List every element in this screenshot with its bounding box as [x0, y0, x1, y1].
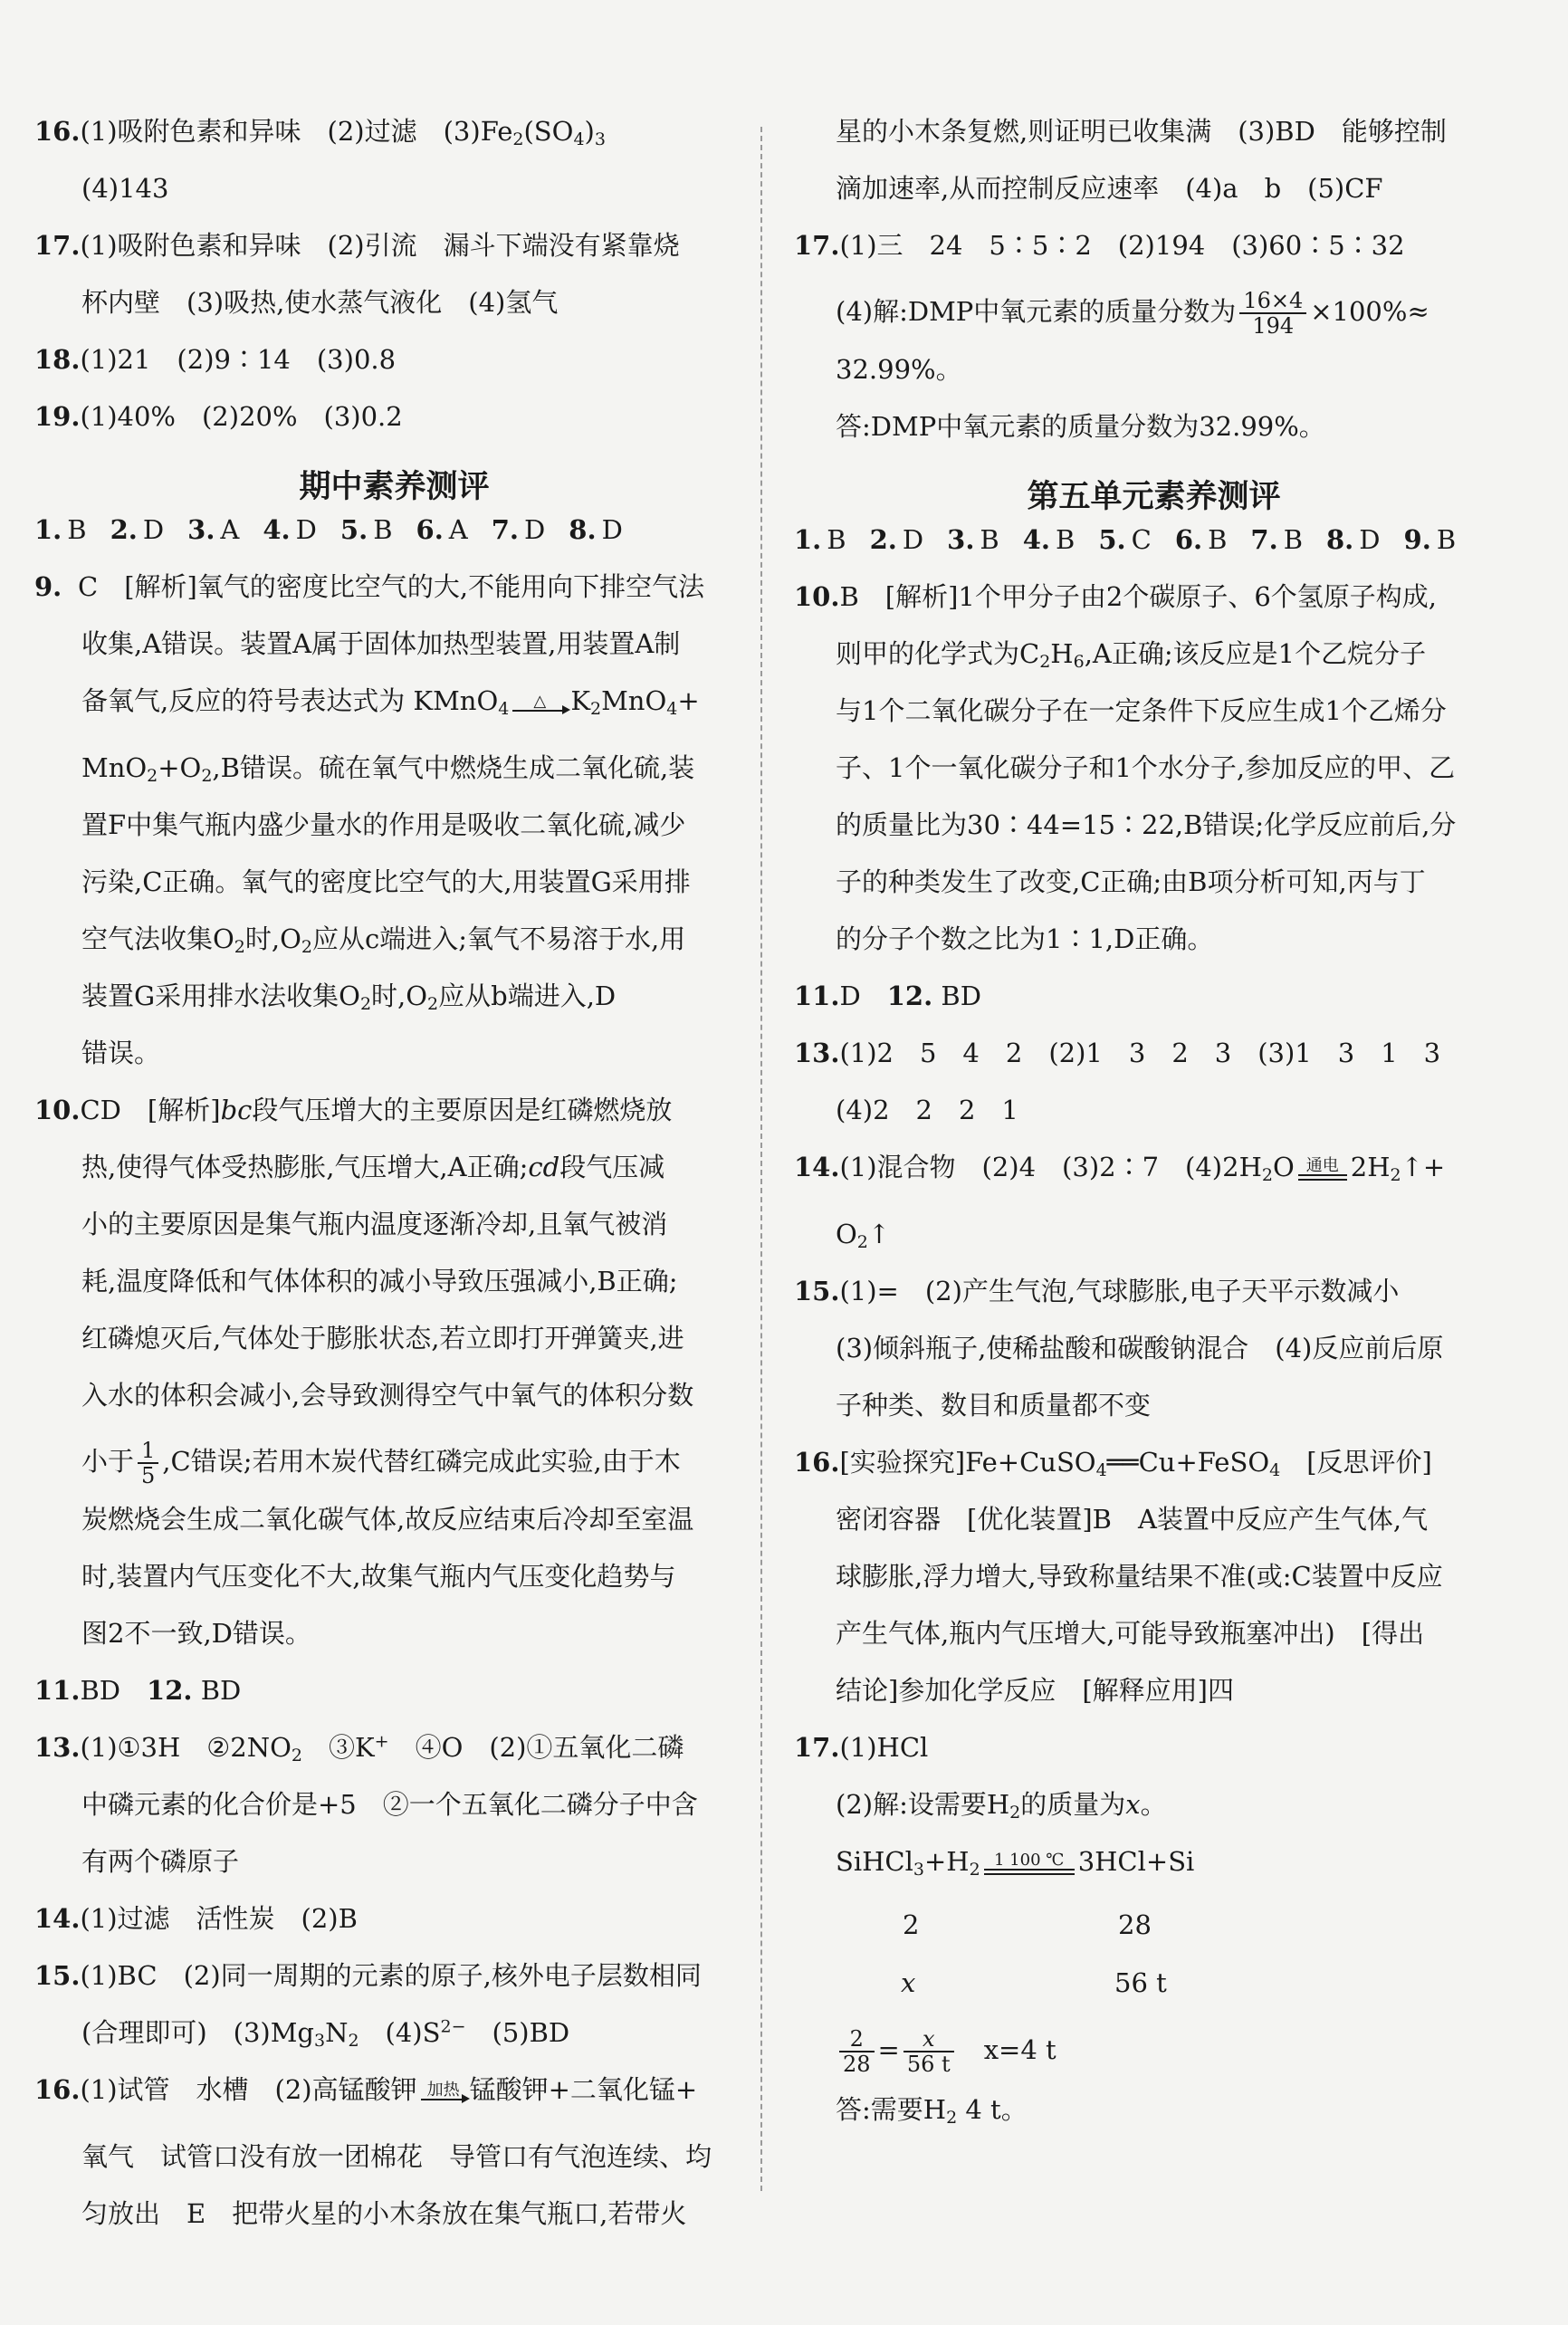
subscript: 3 [313, 2031, 326, 2051]
reaction-equals [1298, 1155, 1347, 1181]
q18-line [34, 346, 754, 403]
subscript: 2 [359, 994, 372, 1014]
ratio-row-1 [794, 1911, 1514, 1969]
answer-choice: BD [80, 1675, 121, 1706]
mc-question-number: 9. [1403, 524, 1431, 555]
q15-line3 [794, 1392, 1514, 1449]
answer-text: 球膨胀,浮力增大,导致称量结果不准(或:C装置中反应 [836, 1561, 1443, 1592]
answer-text: (1)BC (2)同一周期的元素的原子,核外电子层数相同 [80, 1960, 702, 1991]
q17-line4 [794, 413, 1514, 470]
mc-question-number: 7. [491, 514, 520, 545]
subscript: 2 [234, 937, 245, 957]
answer-text: 滴加速率,从而控制反应速率 (4)a b (5)CF [836, 173, 1383, 204]
subscript: 2 [856, 1232, 868, 1252]
subscript: 4 [666, 699, 678, 719]
answer-text: 错误。 [81, 1038, 161, 1068]
answer-text: (2)解:设需要H [836, 1789, 1010, 1820]
q10-line6 [794, 868, 1514, 925]
answer-text: 。 [1140, 1789, 1167, 1820]
answer-choice: B [839, 581, 859, 612]
mc-question-number: 2. [110, 514, 138, 545]
answer-text: (1)过滤 活性炭 (2)B [80, 1903, 358, 1934]
answer-text: 答:需要H [836, 2094, 947, 2125]
reaction-equals [984, 1852, 1075, 1875]
proportion [794, 2027, 1514, 2096]
answer-choice: D [839, 981, 861, 1011]
answer-text: 中磷元素的化合价是+5 ②一个五氧化二磷分子中含 [81, 1789, 698, 1820]
superscript: 2− [440, 2016, 466, 2037]
question-number: 17. [794, 1732, 840, 1763]
answer-text: (1)①3H ②2NO [80, 1732, 292, 1763]
q9-line9 [34, 1039, 754, 1096]
right-column [794, 118, 1514, 2153]
subscript: 4 [573, 129, 585, 149]
q16-line4 [794, 1620, 1514, 1677]
subscript: 2 [512, 129, 524, 149]
fraction-denominator: 5 [141, 1463, 156, 1488]
fraction-numerator: 2 [839, 2027, 875, 2052]
subscript: 2 [301, 937, 312, 957]
answer-text: 段气压增大的主要原因是红磷燃烧放 [252, 1095, 673, 1125]
q17b-line1 [794, 1734, 1514, 1791]
answer-text: 产生气体,瓶内气压增大,可能导致瓶塞冲出) [得出 [836, 1618, 1425, 1649]
subscript: 4 [498, 699, 510, 719]
question-number: 16. [34, 116, 81, 147]
q17b-line2 [794, 1791, 1514, 1848]
subscript: 2 [147, 766, 158, 786]
answer-text: K [570, 685, 591, 716]
equals-line [1298, 1174, 1347, 1181]
answer-text: O [1272, 1152, 1295, 1182]
q10-line4 [34, 1268, 754, 1325]
q16-line3 [794, 1563, 1514, 1620]
q17-line2 [34, 289, 754, 346]
q17-line3 [794, 356, 1514, 413]
mc-answer: B [1283, 524, 1303, 555]
q17-line2 [794, 289, 1514, 356]
mc-answer: B [980, 524, 999, 555]
answer-text: 置F中集气瓶内盛少量水的作用是吸收二氧化硫,减少 [81, 809, 686, 840]
answer-text: 的质量比为30∶44=15∶22,B错误;化学反应前后,分 [836, 809, 1457, 840]
answer-text: 杯内壁 (3)吸热,使水蒸气液化 (4)氢气 [81, 287, 559, 318]
answer-text: H [1050, 638, 1074, 669]
q10-line9 [34, 1563, 754, 1620]
question-number: 17. [794, 230, 840, 261]
q16-line2 [794, 1506, 1514, 1563]
mc-question-number: 8. [569, 514, 597, 545]
q9-line4 [34, 754, 754, 811]
mc-answer: D [601, 514, 623, 545]
answer-text: 装置G采用排水法收集O [81, 981, 360, 1011]
answer-text: 子的种类发生了改变,C正确;由B项分析可知,丙与丁 [836, 866, 1426, 897]
answer-text: 与1个二氧化碳分子在一定条件下反应生成1个乙烯分 [836, 695, 1447, 726]
answer-text: (合理即可) (3)Mg [81, 2017, 314, 2048]
mc-answer: D [1359, 524, 1381, 555]
question-number: 15. [794, 1276, 840, 1306]
subscript: 2 [1009, 1803, 1021, 1823]
subscript: 2 [427, 994, 439, 1014]
q9-line7 [34, 925, 754, 982]
answer-text: ══Cu+FeSO [1106, 1447, 1270, 1478]
mc-answer: B [67, 514, 87, 545]
subscript: 2 [969, 1860, 980, 1880]
answer-text: (1)2 5 4 2 (2)1 3 2 3 (3)1 3 1 3 [839, 1038, 1441, 1068]
mc-answer: A [220, 514, 240, 545]
answer-text: (4)S [359, 2017, 441, 2048]
answer-text: N [325, 2017, 349, 2048]
q14-line [34, 1905, 754, 1962]
answer-text: 备氧气,反应的符号表达式为 KMnO [81, 685, 499, 716]
answer-text: 子、1个一氧化碳分子和1个水分子,参加反应的甲、乙 [836, 752, 1456, 783]
q9-line3 [34, 687, 754, 754]
question-number: 10. [34, 1095, 81, 1125]
q16b-line1 [34, 2076, 754, 2143]
mc-question-number: 4. [263, 514, 291, 545]
answer-text: 锰酸钾+二氧化锰+ [469, 2074, 698, 2105]
answer-text: 1个甲分子由2个碳原子、6个氢原子构成, [958, 581, 1437, 612]
q15-line1 [34, 1962, 754, 2019]
section-title-unit5: 第五单元素养测评 [1027, 479, 1281, 515]
q10-line1 [794, 583, 1514, 640]
q16-line1 [794, 1449, 1514, 1506]
q10-line7 [34, 1439, 754, 1506]
answer-text: (1)HCl [839, 1732, 929, 1763]
answer-text: 2H [1350, 1152, 1391, 1182]
q17b-answer [794, 2096, 1514, 2153]
fraction-denominator: 28 [843, 2052, 871, 2077]
answer-text: (1)40% (2)20% (3)0.2 [80, 401, 403, 432]
q16b-cont-line2 [794, 175, 1514, 232]
question-number: 13. [34, 1732, 81, 1763]
answer-text: (1)三 24 5∶5∶2 (2)194 (3)60∶5∶32 [839, 230, 1405, 261]
q15-line2 [794, 1335, 1514, 1392]
answer-text: +H [924, 1846, 970, 1877]
mc-answer: D [524, 514, 546, 545]
answer-text: (1)吸附色素和异味 (2)引流 漏斗下端没有紧靠烧 [80, 230, 680, 261]
mc-question-number: 2. [869, 524, 897, 555]
equals-line [984, 1869, 1075, 1875]
subscript: 3 [913, 1860, 924, 1880]
answer-text: SiHCl [836, 1846, 913, 1877]
arrow-line [512, 710, 567, 712]
question-number: 11. [794, 981, 840, 1011]
mc-answer: D [902, 524, 924, 555]
answer-text: 密闭容器 [优化装置]B A装置中反应产生气体,气 [836, 1504, 1429, 1535]
q10-line2 [794, 640, 1514, 697]
mc-answer: C [1131, 524, 1152, 555]
q15-line2 [34, 2016, 754, 2076]
answer-text: 则甲的化学式为C [836, 638, 1040, 669]
ratio-variable: x [901, 1967, 916, 1998]
result-text: x=4 t [983, 2034, 1056, 2065]
question-number: 16. [34, 2074, 81, 2105]
answer-text: O [836, 1219, 857, 1249]
answer-text: 炭燃烧会生成二氧化碳气体,故反应结束后冷却至室温 [81, 1504, 694, 1535]
question-number: 14. [794, 1152, 840, 1182]
q10-line4 [794, 754, 1514, 811]
q17-line1 [34, 232, 754, 289]
q16-line5 [794, 1677, 1514, 1734]
answer-text: 有两个磷原子 [81, 1846, 240, 1877]
answer-text: 的分子个数之比为1∶1,D正确。 [836, 923, 1214, 954]
reaction-arrow [421, 2082, 466, 2100]
subscript: 2 [590, 699, 602, 719]
q13-line1 [34, 1731, 754, 1791]
question-number: 17. [34, 230, 81, 261]
q16b-cont-line1 [794, 118, 1514, 175]
mc-question-number: 5. [339, 514, 368, 545]
q14-line1 [794, 1153, 1514, 1220]
q16-line2 [34, 175, 754, 232]
question-number: 18. [34, 344, 81, 375]
answer-text: 氧气的密度比空气的大,不能用向下排空气法 [196, 571, 705, 602]
answer-text: (SO [523, 116, 574, 147]
mc-question-number: 1. [794, 524, 822, 555]
q14-line2 [794, 1220, 1514, 1277]
q10-line10 [34, 1620, 754, 1677]
answer-text: 4 t。 [957, 2094, 1028, 2125]
answer-text: ③K [301, 1732, 375, 1763]
mc-question-number: 6. [1174, 524, 1203, 555]
mc-answer: A [448, 514, 468, 545]
q10-line1 [34, 1096, 754, 1153]
q10-line5 [794, 811, 1514, 868]
mc-question-number: 5. [1098, 524, 1126, 555]
answer-choice: BD [200, 1675, 242, 1706]
answer-text: (4)143 [81, 173, 169, 204]
mc-question-number: 6. [416, 514, 444, 545]
q13-line2 [794, 1096, 1514, 1153]
answer-text: 星的小木条复燃,则证明已收集满 (3)BD 能够控制 [836, 116, 1447, 147]
q13-line3 [34, 1848, 754, 1905]
mc-question-number: 7. [1250, 524, 1278, 555]
fraction-numerator: x [904, 2027, 954, 2052]
question-number: 12. [147, 1675, 193, 1706]
q10-line2 [34, 1153, 754, 1210]
fraction-numerator: 16×4 [1239, 289, 1306, 314]
answer-text: 结论]参加化学反应 [解释应用]四 [836, 1675, 1234, 1706]
answer-text: 空气法收集O [81, 923, 234, 954]
answer-text: 子种类、数目和质量都不变 [836, 1390, 1152, 1421]
answer-text: 小于 [81, 1446, 135, 1477]
subscript: 3 [594, 129, 606, 149]
subscript: 6 [1073, 652, 1085, 672]
mc-answer: B [1436, 524, 1457, 555]
answer-text: ×100%≈ [1310, 296, 1429, 327]
answer-text: ↑ [867, 1219, 891, 1249]
answer-text: 小的主要原因是集气瓶内温度逐渐冷却,且氧气被消 [81, 1209, 668, 1239]
fraction [904, 2027, 954, 2076]
answer-choice: BD [941, 981, 981, 1011]
answer-text: 答:DMP中氧元素的质量分数为32.99%。 [836, 411, 1325, 442]
mc-answer: D [295, 514, 317, 545]
q13-line2 [34, 1791, 754, 1848]
q9-line8 [34, 982, 754, 1039]
subscript: 4 [1269, 1460, 1281, 1480]
q9-line6 [34, 868, 754, 925]
q9-line5 [34, 811, 754, 868]
italic-term: bc [220, 1095, 253, 1125]
arrow-condition: 通电 [1305, 1155, 1339, 1175]
answer-text: 热,使得气体受热膨胀,气压增大,A正确; [81, 1152, 529, 1182]
subscript: 2 [1390, 1165, 1401, 1185]
italic-term: cd [528, 1152, 560, 1182]
answer-text: 时,装置内气压变化不大,故集气瓶内气压变化趋势与 [81, 1561, 676, 1592]
answer-text: 图2不一致,D错误。 [81, 1618, 311, 1649]
question-number: 14. [34, 1903, 81, 1934]
mc-question-number: 1. [34, 514, 62, 545]
q15-line1 [794, 1277, 1514, 1335]
answer-text: MnO [601, 685, 667, 716]
answer-text: (1)试管 水槽 (2)高锰酸钾 [80, 2074, 417, 2105]
question-number: 16. [794, 1447, 840, 1478]
arrow-condition: 1 100 ℃ [993, 1850, 1065, 1870]
answer-text: 应从c端进入;氧气不易溶于水,用 [311, 923, 686, 954]
answer-text: ↑+ [1401, 1152, 1446, 1182]
chemical-equation [794, 1848, 1514, 1911]
fraction-denominator: 56 t [906, 2052, 951, 2077]
answer-text: (4)解:DMP中氧元素的质量分数为 [836, 296, 1237, 327]
equals-sign: = [877, 2034, 900, 2065]
subscript: 4 [1095, 1460, 1107, 1480]
answer-text: 应从b端进入,D [438, 981, 617, 1011]
answer-text: 32.99%。 [836, 354, 962, 385]
superscript: + [374, 1731, 389, 1752]
answer-text: [反思评价] [1280, 1447, 1432, 1478]
answer-text: (1)21 (2)9∶14 (3)0.8 [80, 344, 397, 375]
answer-text: (4)2 2 2 1 [836, 1095, 1018, 1125]
mc-answer: D [142, 514, 165, 545]
q16b-line2 [34, 2143, 754, 2200]
q11-q12-line [794, 982, 1514, 1039]
q16-line1 [34, 118, 754, 175]
fraction-numerator: 1 [138, 1439, 158, 1464]
subscript: 2 [1261, 1165, 1273, 1185]
arrow-line [421, 2099, 466, 2100]
answer-text: 耗,温度降低和气体体积的减小导致压强减小,B正确; [81, 1266, 678, 1296]
answer-text: 时,O [244, 923, 301, 954]
q10-line3 [794, 697, 1514, 754]
answer-text: +O [158, 752, 202, 783]
answer-text: 匀放出 E 把带火星的小木条放在集气瓶口,若带火 [81, 2198, 687, 2229]
question-number: 9. [34, 571, 62, 602]
q10-line3 [34, 1210, 754, 1268]
answer-text: 时,O [371, 981, 428, 1011]
question-number: 19. [34, 401, 81, 432]
question-number: 13. [794, 1038, 840, 1068]
ratio-value: 28 [1118, 1909, 1152, 1940]
fraction [138, 1439, 158, 1488]
q9-line1 [34, 573, 754, 630]
q10-line7 [794, 925, 1514, 982]
fraction [1239, 289, 1306, 338]
answer-text: MnO [81, 752, 148, 783]
q16b-line3 [34, 2200, 754, 2257]
q10-line6 [34, 1382, 754, 1439]
mc-question-number: 4. [1022, 524, 1051, 555]
answer-text: ,C错误;若用木炭代替红磷完成此实验,由于木 [162, 1446, 681, 1477]
question-number: 11. [34, 1675, 81, 1706]
reaction-arrow [512, 694, 567, 712]
subscript: 2 [291, 1746, 302, 1765]
subscript: 2 [201, 766, 213, 786]
mc-answer: B [373, 514, 393, 545]
question-number: 15. [34, 1960, 81, 1991]
analysis-tag: [解析] [124, 571, 197, 602]
answer-text: 入水的体积会减小,会导致测得空气中氧气的体积分数 [81, 1380, 694, 1411]
fraction [839, 2027, 875, 2076]
answer-text: (1)吸附色素和异味 (2)过滤 (3)Fe [80, 116, 513, 147]
mc-answer: B [1056, 524, 1076, 555]
question-number: 12. [886, 981, 933, 1011]
analysis-tag: [解析] [884, 581, 959, 612]
mc-answers-row [794, 526, 1514, 583]
column-divider [760, 127, 762, 2191]
answer-text: 污染,C正确。氧气的密度比空气的大,用装置G采用排 [81, 866, 691, 897]
answer-text: (1)= (2)产生气泡,气球膨胀,电子天平示数减小 [839, 1276, 1400, 1306]
answer-text: ) [584, 116, 595, 147]
arrow-condition: 加热 [426, 2081, 460, 2100]
analysis-tag: [解析] [147, 1095, 221, 1125]
q11-q12-line [34, 1677, 754, 1734]
arrow-condition: △ [533, 692, 547, 711]
subscript: 2 [1039, 652, 1051, 672]
left-column [34, 118, 754, 2257]
answer-text: (5)BD [465, 2017, 570, 2048]
mc-answer: B [827, 524, 846, 555]
answer-text: (1)混合物 (2)4 (3)2∶7 (4)2H [839, 1152, 1262, 1182]
subscript: 2 [946, 2108, 958, 2128]
mc-question-number: 3. [947, 524, 975, 555]
answer-text: 收集,A错误。装置A属于固体加热型装置,用装置A制 [81, 628, 681, 659]
answer-text: (3)倾斜瓶子,使稀盐酸和碳酸钠混合 (4)反应前后原 [836, 1333, 1444, 1363]
q10-line5 [34, 1325, 754, 1382]
answer-text: ,B错误。硫在氧气中燃烧生成二氧化硫,装 [212, 752, 695, 783]
answer-text: 3HCl+Si [1077, 1846, 1195, 1877]
q17-line1 [794, 232, 1514, 289]
subscript: 2 [348, 2031, 359, 2051]
mc-question-number: 3. [187, 514, 215, 545]
answer-text: ④O (2)①五氧化二磷 [388, 1732, 684, 1763]
q10-line8 [34, 1506, 754, 1563]
section-title-midterm: 期中素养测评 [299, 469, 490, 505]
question-number: 10. [794, 581, 840, 612]
mc-answers-row [34, 516, 754, 573]
variable: x [1125, 1789, 1141, 1820]
fraction-denominator: 194 [1252, 313, 1295, 339]
answer-text: ,A正确;该反应是1个乙烷分子 [1084, 638, 1427, 669]
ratio-value: 56 t [1114, 1967, 1167, 1998]
answer-choice: CD [80, 1095, 121, 1125]
mc-question-number: 8. [1326, 524, 1354, 555]
answer-text: 红磷熄灭后,气体处于膨胀状态,若立即打开弹簧夹,进 [81, 1323, 684, 1354]
q13-line1 [794, 1039, 1514, 1096]
q19-line [34, 403, 754, 460]
answer-choice: C [78, 571, 99, 602]
answer-text: 的质量为 [1020, 1789, 1126, 1820]
mc-answer: B [1208, 524, 1228, 555]
answer-text: 段气压减 [559, 1152, 665, 1182]
answer-text: 氧气 试管口没有放一团棉花 导管口有气泡连续、均 [81, 2141, 712, 2172]
answer-text: [实验探究]Fe+CuSO [839, 1447, 1096, 1478]
answer-text: + [677, 685, 700, 716]
ratio-value: 2 [903, 1909, 920, 1940]
q9-line2 [34, 630, 754, 687]
ratio-row-2 [794, 1969, 1514, 2027]
